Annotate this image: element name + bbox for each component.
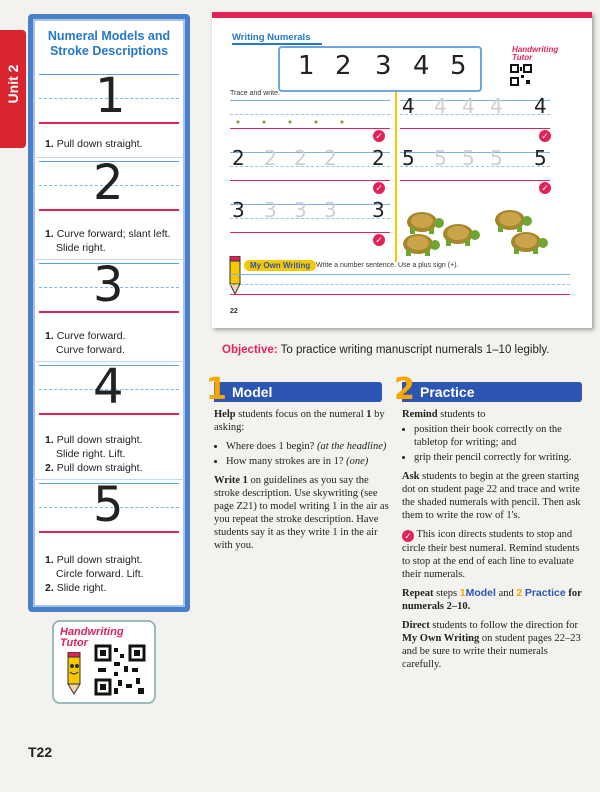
- row4-end-numeral: 4: [534, 94, 547, 118]
- model-numeral-5: 5: [93, 477, 124, 533]
- unit-tab: [0, 30, 26, 148]
- row5-end-numeral: 5: [534, 146, 547, 170]
- handwriting-tutor-box[interactable]: [52, 620, 156, 704]
- student-qr-icon[interactable]: [510, 64, 532, 86]
- stroke-desc-5: 1. Pull down straight. Circle forward. Lift. 2. Slide right.: [45, 554, 144, 594]
- student-tutor-label: Handwriting Tutor: [512, 45, 559, 62]
- trace-instruction: Trace and write.: [230, 90, 280, 97]
- model-numeral-2: 2: [93, 155, 124, 211]
- row2-trace-numeral: 2: [324, 146, 337, 170]
- my-own-writing-label: My Own Writing: [244, 260, 316, 271]
- row3-trace-numeral: 3: [324, 198, 337, 222]
- row4-trace-numeral: 4: [434, 94, 447, 118]
- row3-trace-numeral: 3: [264, 198, 277, 222]
- row4-start-numeral: 4: [402, 94, 415, 118]
- stroke-desc-4: 1. Pull down straight. Slide right. Lift. 2. Pull down straight.: [45, 434, 143, 474]
- stroke-desc-1: 1. Pull down straight.: [45, 138, 143, 150]
- model-numeral-4: 4: [93, 359, 124, 415]
- tutor-title: Handwriting Tutor: [60, 626, 124, 649]
- row1-dots: [234, 102, 374, 130]
- turtles-illustration-icon: [402, 204, 552, 262]
- model-text: Help students focus on the numeral 1 by asking: • Where does 1 begin? (at the headline) • How many strokes are in 1? (one) Write 1 on guidelines as you say the stroke description. Use skywriting (see page Z21) to model writing 1 in the air as you repeat the stroke description. Have students say it as they write 1 in the air with you.: [214, 408, 394, 558]
- row4-trace-numeral: 4: [490, 94, 503, 118]
- row5-trace-numeral: 5: [490, 146, 503, 170]
- own-writing-prompt: Write a number sentence. Use a plus sign (+).: [316, 262, 459, 269]
- check-icon: ✓: [539, 130, 551, 142]
- row3-start-numeral: 3: [232, 198, 245, 222]
- practice-header: [394, 372, 582, 407]
- pencil-mascot-icon: [226, 256, 244, 296]
- numeral-strip: [278, 46, 482, 92]
- unit-label: Unit 2: [5, 64, 21, 104]
- row3-trace-numeral: 3: [294, 198, 307, 222]
- row2-trace-numeral: 2: [294, 146, 307, 170]
- model-heading: Model: [232, 384, 273, 400]
- stroke-desc-3: 1. Curve forward. Curve forward.: [45, 330, 126, 356]
- practice-text: Remind students to • position their book correctly on the tabletop for writing; and • grip their pencil correctly for writing. Ask students to begin at the green starting dot on student page 22 and trace and write the shaded numerals with pencil. Then ask them to write the row of 1's. ✓ This icon directs students to stop and circle their best numeral. Remind students to stop at the end of each line to evaluate their numerals. Repeat steps 1Model and 2 Practice for numerals 2–10. Direct students to follow the direction for My Own Writing on student pages 22–23 and be sure to write their numerals carefully.: [402, 408, 588, 677]
- row4-trace-numeral: 4: [462, 94, 475, 118]
- numeral-models-panel: [28, 14, 190, 612]
- page-number: T22: [28, 744, 53, 760]
- check-icon: ✓: [402, 530, 414, 542]
- model-header: [206, 372, 382, 407]
- practice-step-number: 2: [394, 372, 415, 407]
- strip-numeral-2: 2: [335, 51, 352, 81]
- check-icon: ✓: [539, 182, 551, 194]
- row5-trace-numeral: 5: [434, 146, 447, 170]
- model-numeral-1: 1: [95, 68, 126, 124]
- student-page-preview: [212, 12, 592, 328]
- row2-trace-numeral: 2: [264, 146, 277, 170]
- row2-end-numeral: 2: [372, 146, 385, 170]
- stroke-desc-2: 1. Curve forward; slant left. Slide right.: [45, 228, 171, 254]
- objective: Objective: To practice writing manuscript numerals 1–10 legibly.: [222, 344, 550, 356]
- strip-numeral-4: 4: [413, 51, 430, 81]
- row2-start-numeral: 2: [232, 146, 245, 170]
- check-icon: ✓: [373, 130, 385, 142]
- strip-numeral-5: 5: [450, 51, 467, 81]
- qr-code-icon[interactable]: [94, 644, 146, 696]
- row3-end-numeral: 3: [372, 198, 385, 222]
- pencil-mascot-icon: [60, 652, 90, 696]
- strip-numeral-1: 1: [298, 51, 315, 81]
- row5-trace-numeral: 5: [462, 146, 475, 170]
- check-icon: ✓: [373, 182, 385, 194]
- student-page-number: 22: [230, 308, 238, 315]
- row5-start-numeral: 5: [402, 146, 415, 170]
- model-step-number: 1: [206, 372, 227, 407]
- check-icon: ✓: [373, 234, 385, 246]
- student-page-title: Writing Numerals: [232, 32, 311, 43]
- panel-title: Numeral Models and Stroke Descriptions: [47, 29, 171, 58]
- strip-numeral-3: 3: [375, 51, 392, 81]
- practice-heading: Practice: [420, 384, 475, 400]
- model-numeral-3: 3: [93, 257, 124, 313]
